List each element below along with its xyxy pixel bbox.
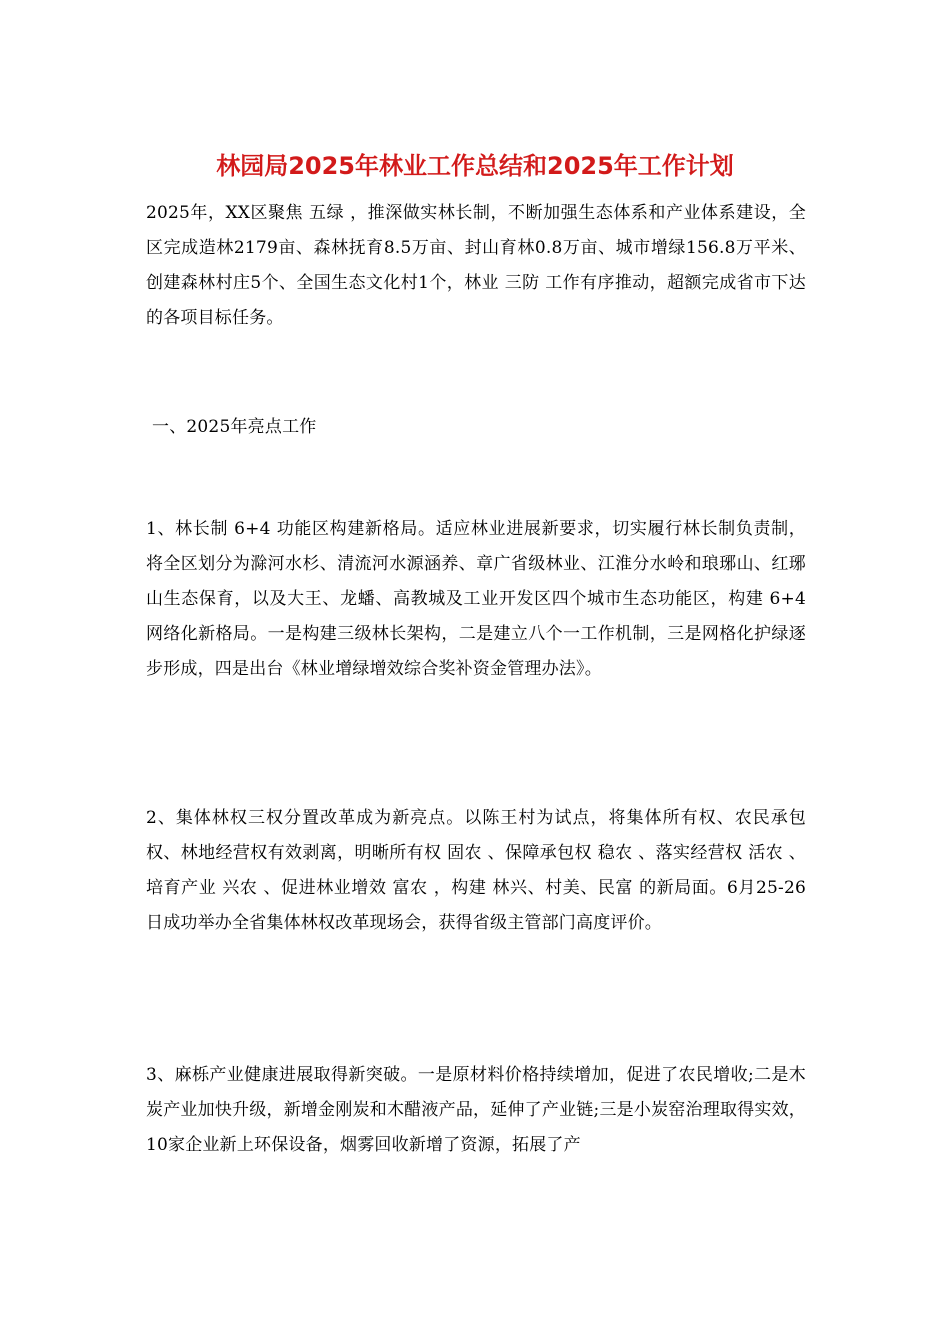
intro-paragraph: 2025年，XX区聚焦 五绿 ，推深做实林长制，不断加强生态体系和产业体系建设，全区完成造林2179亩、森林抚育8.5万亩、封山育林0.8万亩、城市增绿156.8万平米、创建森林村庄5个、全国生态文化村1个，林业 三防 工作有序推动，超额完成省市下达的各项目标任务。 [146, 203, 806, 328]
item-paragraph-2: 2、集体林权三权分置改革成为新亮点。以陈王村为试点，将集体所有权、农民承包权、林地经营权有效剥离，明晰所有权 固农 、保障承包权 稳农 、落实经营权 活农 、培育产业 兴农 、促进林业增效 富农 ，构建 林兴、村美、民富 的新局面。6月25-26日成功举办全省集体林权改革现场会，获得省级主管部门高度评价。 [146, 808, 806, 933]
document-title: 林园局2025年林业工作总结和2025年工作计划 [216, 152, 734, 180]
item-paragraph-1: 1、林长制 6+4 功能区构建新格局。适应林业进展新要求，切实履行林长制负责制，将全区划分为滁河水杉、清流河水源涵养、章广省级林业、江淮分水岭和琅琊山、红琊山生态保育，以及大王、龙蟠、高教城及工业开发区四个城市生态功能区，构建 6+4 网络化新格局。一是构建三级林长架构，二是建立八个一工作机制，三是网格化护绿逐步形成，四是出台《林业增绿增效综合奖补资金管理办法》。 [146, 519, 806, 679]
section-heading: 一、2025年亮点工作 [152, 417, 317, 437]
item-paragraph-3: 3、麻栎产业健康进展取得新突破。一是原材料价格持续增加，促进了农民增收;二是木炭产业加快升级，新增金刚炭和木醋液产品，延伸了产业链;三是小炭窑治理取得实效，10家企业新上环保设备，烟雾回收新增了资源，拓展了产 [146, 1065, 806, 1155]
